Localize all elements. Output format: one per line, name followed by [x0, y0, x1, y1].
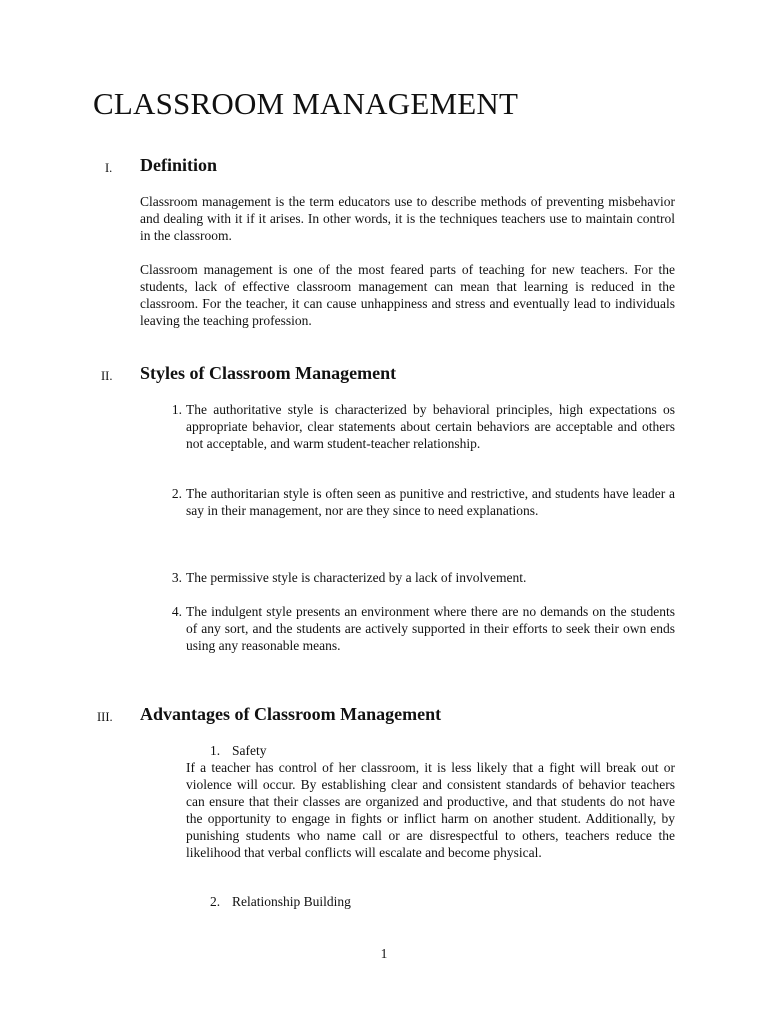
section-2-number: II. [101, 369, 113, 383]
list-item-number: 3. [171, 570, 182, 585]
safety-paragraph: If a teacher has control of her classroom, it is less likely that a fight will break out or violence will occur. By establishing clear and consistent standards of behavior teachers can ensure that their classes are organized and productive, and that students do not have the opportunity to engage in fights or inflict harm on another student. Additionally, by punishing students who name call or are disrespectful to others, teachers reduce the likelihood that verbal conflicts will escalate and become physical. [186, 760, 675, 860]
list-item-text: The permissive style is characterized by a lack of involvement. [186, 570, 527, 585]
list-item-text: The authoritative style is characterized by behavioral principles, high expectations os appropriate behavior, clear statements about certain behaviors are acceptable and others not acceptable, and warm student-teacher relationship. [186, 402, 675, 451]
list-item-text: The authoritarian style is often seen as punitive and restrictive, and students have leader a say in their management, nor are they since to need explanations. [186, 486, 675, 518]
section-3-heading: Advantages of Classroom Management [140, 704, 442, 724]
style-item-2 [160, 485, 675, 519]
style-item-1 [160, 401, 675, 452]
style-item-3 [160, 569, 675, 586]
section-1-heading: Definition [140, 155, 218, 175]
list-item-number: 1. [210, 743, 221, 758]
list-item-label: Relationship Building [232, 894, 351, 909]
list-item-number: 2. [171, 486, 182, 501]
list-item-text: The indulgent style presents an environment where there are no demands on the students of any sort, and the students are actively supported in their efforts to seek their own ends using any reasonable means. [186, 604, 675, 653]
list-item-number: 4. [171, 604, 182, 619]
definition-paragraph-1: Classroom management is the term educators use to describe methods of preventing misbehavior and dealing with it if it arises. In other words, it is the techniques teachers use to maintain control in the classroom. [140, 194, 675, 243]
section-1-number: I. [105, 161, 113, 175]
section-2-heading: Styles of Classroom Management [140, 363, 397, 383]
advantage-item-2-label [210, 893, 351, 910]
list-item-number: 2. [210, 894, 221, 909]
list-item-number: 1. [171, 402, 182, 417]
page-number: 1 [380, 946, 388, 961]
definition-paragraph-2: Classroom management is one of the most feared parts of teaching for new teachers. For the students, lack of effective classroom management can mean that learning is reduced in the classroom. For the teacher, it can cause unhappiness and stress and eventually lead to individuals leaving the teaching profession. [140, 262, 675, 328]
advantage-item-1-label [210, 742, 267, 759]
list-item-label: Safety [232, 743, 267, 758]
page-title: CLASSROOM MANAGEMENT [93, 86, 519, 121]
section-3-number: III. [97, 710, 113, 724]
style-item-4 [160, 603, 675, 654]
